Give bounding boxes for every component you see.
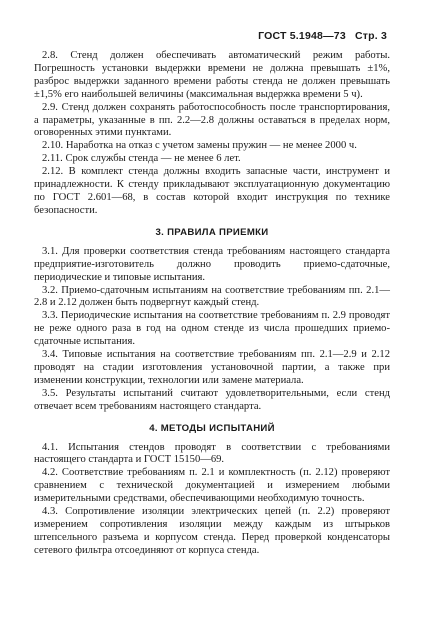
paragraph-2-8: 2.8. Стенд должен обеспечивать автоматический режим работы. Погрешность установки выдержки времени не должна превышать ±1%, разброс выдержки заданного времени работы стенда не должен превышать ±1,5% его наибольшей величины (максимальная выдержка времени 5 ч). <box>34 50 390 100</box>
section-3-title: 3. ПРАВИЛА ПРИЕМКИ <box>155 226 269 238</box>
paragraph-2-10: 2.10. Наработка на отказ с учетом замены пружин — не менее 2000 ч. <box>42 140 357 152</box>
paragraph-4-1: 4.1. Испытания стендов проводят в соответствии с требованиями настоящего стандарта и ГОСТ 15150—69. <box>34 441 390 466</box>
section-2-tail <box>34 50 390 218</box>
page-number: Стр. 3 <box>354 30 387 42</box>
paragraph-4-3: 4.3. Сопротивление изоляции электрических цепей (п. 2.2) проверяют измерением сопротивления изоляции между каждым из штырьков штепсельного разъема и корпусом стенда. Перед проверкой конденсаторы сетевого фильтра отсоединяют от корпуса стенда. <box>34 506 390 556</box>
section-3 <box>34 246 390 414</box>
standard-number: ГОСТ 5.1948—73 <box>258 30 346 42</box>
paragraph-2-11: 2.11. Срок службы стенда — не менее 6 лет. <box>42 153 241 165</box>
page-header <box>258 30 387 42</box>
document-body <box>34 50 390 558</box>
paragraph-2-9: 2.9. Стенд должен сохранять работоспособность после транспортирования, а параметры, указанные в пп. 2.2—2.8 должны оставаться в пределах норм, оговоренных этими пунктами. <box>34 101 390 139</box>
section-4 <box>34 442 390 558</box>
paragraph-3-2: 3.2. Приемо-сдаточным испытаниям на соответствие требованиям пп. 2.1—2.8 и 2.12 должен быть подвергнут каждый стенд. <box>34 284 390 309</box>
paragraph-4-2: 4.2. Соответствие требованиям п. 2.1 и комплектность (п. 2.12) проверяют сравнением с технической документацией и измерением любыми измерительными средствами, обеспечивающими необходимую точность. <box>34 467 390 505</box>
paragraph-3-5: 3.5. Результаты испытаний считают удовлетворительными, если стенд отвечает всем требованиям настоящего стандарта. <box>34 387 390 412</box>
paragraph-2-12: 2.12. В комплект стенда должны входить запасные части, инструмент и принадлежности. К стенду прикладывают эксплуатационную документацию по ГОСТ 2.601—68, в состав которой входит инструкция по технике безопасности. <box>34 166 390 216</box>
paragraph-3-4: 3.4. Типовые испытания на соответствие требованиям пп. 2.1—2.9 и 2.12 проводят на стадии изготовления установочной партии, а также при изменении конструкции, технологии или замене материала. <box>34 349 390 386</box>
section-4-title: 4. МЕТОДЫ ИСПЫТАНИЙ <box>149 422 275 434</box>
paragraph-3-3: 3.3. Периодические испытания на соответствие требованиям п. 2.9 проводят не реже одного раза в год на одном стенде из числа прошедших приемо-сдаточные испытания. <box>34 310 390 348</box>
paragraph-3-1: 3.1. Для проверки соответствия стенда требованиям настоящего стандарта предприятие-изготовитель должно проводить приемо-сдаточные, периодические и типовые испытания. <box>34 245 390 283</box>
